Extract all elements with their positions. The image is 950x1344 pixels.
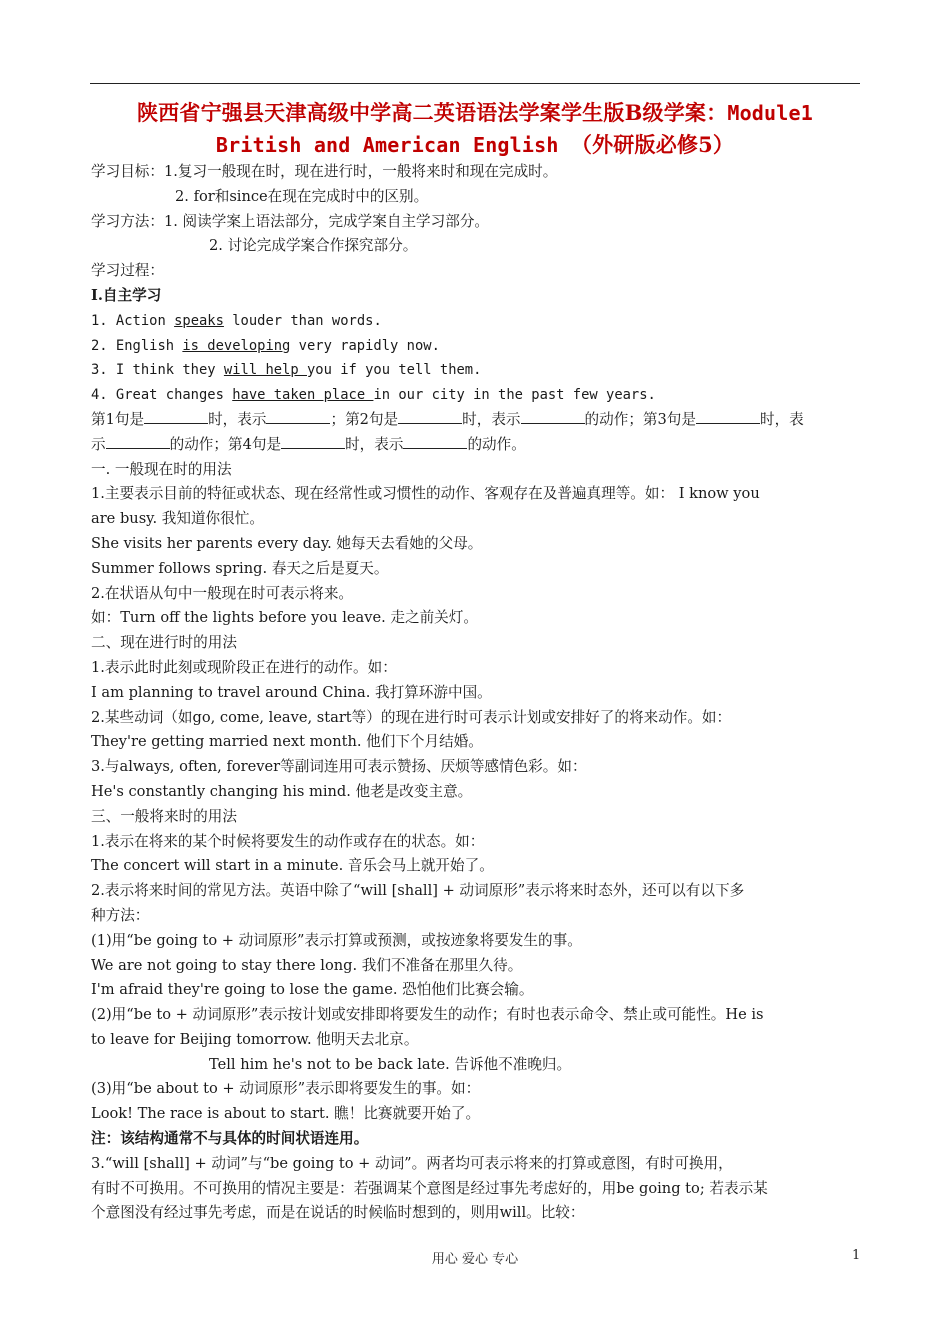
fill-blank-line-2 [91, 433, 861, 458]
sentence-2 [91, 334, 861, 359]
simple-future-rule-2b: 种方法： [91, 906, 150, 924]
simple-future-rule-1: 1.表示在将来的某个时候将要发生的动作或存在的状态。如： [91, 832, 485, 850]
fill-text: 示 [91, 435, 106, 453]
sentence-4 [91, 383, 861, 408]
answer-blank[interactable] [281, 434, 345, 449]
simple-present-heading: 一. 一般现在时的用法 [91, 460, 232, 478]
methods-label: 学习方法： [91, 212, 164, 230]
goals-label: 学习目标： [91, 163, 164, 180]
sentence-1 [91, 309, 861, 334]
fill-text: 第1句是 [91, 410, 145, 428]
answer-blank[interactable] [106, 434, 170, 449]
answer-blank[interactable] [144, 409, 208, 424]
fill-blank-line-1 [91, 408, 861, 433]
goals-line-2 [91, 185, 861, 210]
present-continuous-rule-2: 2.某些动词（如go, come, leave, start等）的现在进行时可表示计划或安排好了的将来动作。如： [91, 708, 732, 726]
future-note: 注：该结构通常不与具体的时间状语连用。 [91, 1130, 369, 1148]
goals-item-2: 2. for和since在现在完成时中的区别。 [175, 187, 429, 205]
document-title [90, 97, 860, 161]
future-method-1-example-2: I'm afraid they're going to lose the game. 恐怕他们比赛会输。 [91, 981, 534, 999]
sentence-text: 1. Action [91, 312, 175, 329]
future-method-3: (3)用“be about to + 动词原形”表示即将要发生的事。如： [91, 1080, 481, 1098]
sentence-3 [91, 358, 861, 383]
fill-text: 时，表 [759, 410, 804, 428]
goals-line-1 [91, 160, 861, 185]
simple-present-rule-2: 2.在状语从句中一般现在时可表示将来。 [91, 584, 354, 602]
title-edition: （外研版必修5） [570, 132, 735, 157]
future-compare-rule-b: 有时不可换用。不可换用的情况主要是：若强调某个意图是经过事先考虑好的，用be going to; 若表示某 [91, 1179, 768, 1197]
answer-blank[interactable] [398, 409, 462, 424]
sentence-text: louder than words. [223, 312, 382, 329]
sentence-text: 4. Great changes [91, 387, 233, 404]
fill-text: 时，表示 [462, 410, 521, 428]
page-footer: 用心 爱心 专心 [431, 1252, 519, 1267]
future-method-1: (1)用“be going to + 动词原形”表示打算或预测，或按迹象将要发生的事。 [91, 931, 582, 949]
future-method-2a: (2)用“be to + 动词原形”表示按计划或安排即将要发生的动作；有时也表示命令、禁止或可能性。He is [91, 1006, 764, 1024]
underlined-verb: speaks [174, 312, 224, 329]
future-method-3-example: Look! The race is about to start. 瞧！比赛就要开始了。 [91, 1105, 481, 1123]
title-en-subtitle: British and American English [215, 133, 571, 157]
present-continuous-example-1: I am planning to travel around China. 我打算环游中国。 [91, 683, 492, 701]
methods-item-1: 1. 阅读学案上语法部分，完成学案自主学习部分。 [163, 212, 490, 230]
future-compare-rule-a: 3.“will [shall] + 动词”与“be going to + 动词”。两者均可表示将来的打算或意图，有时可换用， [91, 1154, 733, 1172]
goals-item-1: 1.复习一般现在时，现在进行时，一般将来时和现在完成时。 [163, 163, 558, 180]
underlined-verb: is developing [182, 337, 291, 354]
future-method-2b: to leave for Beijing tomorrow. 他明天去北京。 [91, 1030, 419, 1048]
process-label: 学习过程： [91, 262, 164, 280]
underlined-verb: have taken place [232, 387, 374, 404]
simple-present-rule-1b: are busy. 我知道你很忙。 [91, 510, 264, 528]
fill-text: 的动作；第4句是 [169, 435, 282, 453]
sentence-text: 2. English [91, 337, 183, 354]
simple-present-example-3: 如：Turn off the lights before you leave. 走之前关灯。 [91, 609, 478, 627]
sentence-text: in our city in the past few years. [373, 387, 656, 404]
sentence-text: you if you tell them. [306, 362, 482, 379]
simple-future-example-1: The concert will start in a minute. 音乐会马上就开始了。 [91, 857, 494, 875]
present-continuous-rule-3: 3.与always, often, forever等副词连用可表示赞扬、厌烦等感情色彩。如： [91, 758, 587, 776]
simple-present-example-1: She visits her parents every day. 她每天去看她的父母。 [91, 534, 483, 552]
simple-future-rule-2a: 2.表示将来时间的常见方法。英语中除了“will [shall] + 动词原形”表示将来时态外，还可以有以下多 [91, 882, 745, 900]
document-body [91, 160, 861, 1226]
future-method-1-example-1: We are not going to stay there long. 我们不准备在那里久待。 [91, 956, 523, 974]
answer-blank[interactable] [403, 434, 467, 449]
title-line-1 [90, 97, 860, 129]
fill-text: 的动作。 [467, 435, 526, 453]
page-number: 1 [852, 1248, 861, 1263]
answer-blank[interactable] [521, 409, 585, 424]
methods-line-1 [91, 210, 861, 235]
fill-text: 的动作；第3句是 [584, 410, 696, 428]
answer-blank[interactable] [696, 409, 760, 424]
present-continuous-rule-1: 1.表示此时此刻或现阶段正在进行的动作。如： [91, 658, 397, 676]
fill-text: 时，表示 [208, 410, 267, 428]
future-compare-rule-c: 个意图没有经过事先考虑，而是在说话的时候临时想到的，则用will。比较： [91, 1204, 585, 1222]
simple-present-example-2: Summer follows spring. 春天之后是夏天。 [91, 559, 389, 577]
future-method-2-example: Tell him he's not to be back late. 告诉他不准晚归。 [209, 1055, 572, 1073]
present-continuous-example-2: They're getting married next month. 他们下个月结婚。 [91, 733, 483, 751]
underlined-verb: will help [223, 362, 307, 379]
section-self-study-title: Ⅰ.自主学习 [91, 286, 162, 304]
simple-present-rule-1a: 1.主要表示目前的特征或状态、现在经常性或习惯性的动作、客观存在及普遍真理等。如： I know you [91, 485, 760, 503]
present-continuous-heading: 二、现在进行时的用法 [91, 634, 237, 652]
title-line-2 [90, 129, 860, 161]
title-cn-part: 陕西省宁强县天津高级中学高二英语语法学案学生版B级学案： [136, 100, 728, 125]
methods-item-2: 2. 讨论完成学案合作探究部分。 [209, 237, 418, 255]
fill-text: ；第2句是 [330, 410, 399, 428]
sentence-text: very rapidly now. [290, 337, 440, 354]
simple-future-heading: 三、一般将来时的用法 [91, 807, 237, 825]
header-rule [90, 83, 860, 84]
answer-blank[interactable] [266, 409, 330, 424]
present-continuous-example-3: He's constantly changing his mind. 他老是改变主意。 [91, 782, 473, 800]
title-en-part: Module1 [727, 101, 814, 125]
methods-line-2 [91, 234, 861, 259]
sentence-text: 3. I think they [91, 362, 224, 379]
fill-text: 时，表示 [345, 435, 404, 453]
